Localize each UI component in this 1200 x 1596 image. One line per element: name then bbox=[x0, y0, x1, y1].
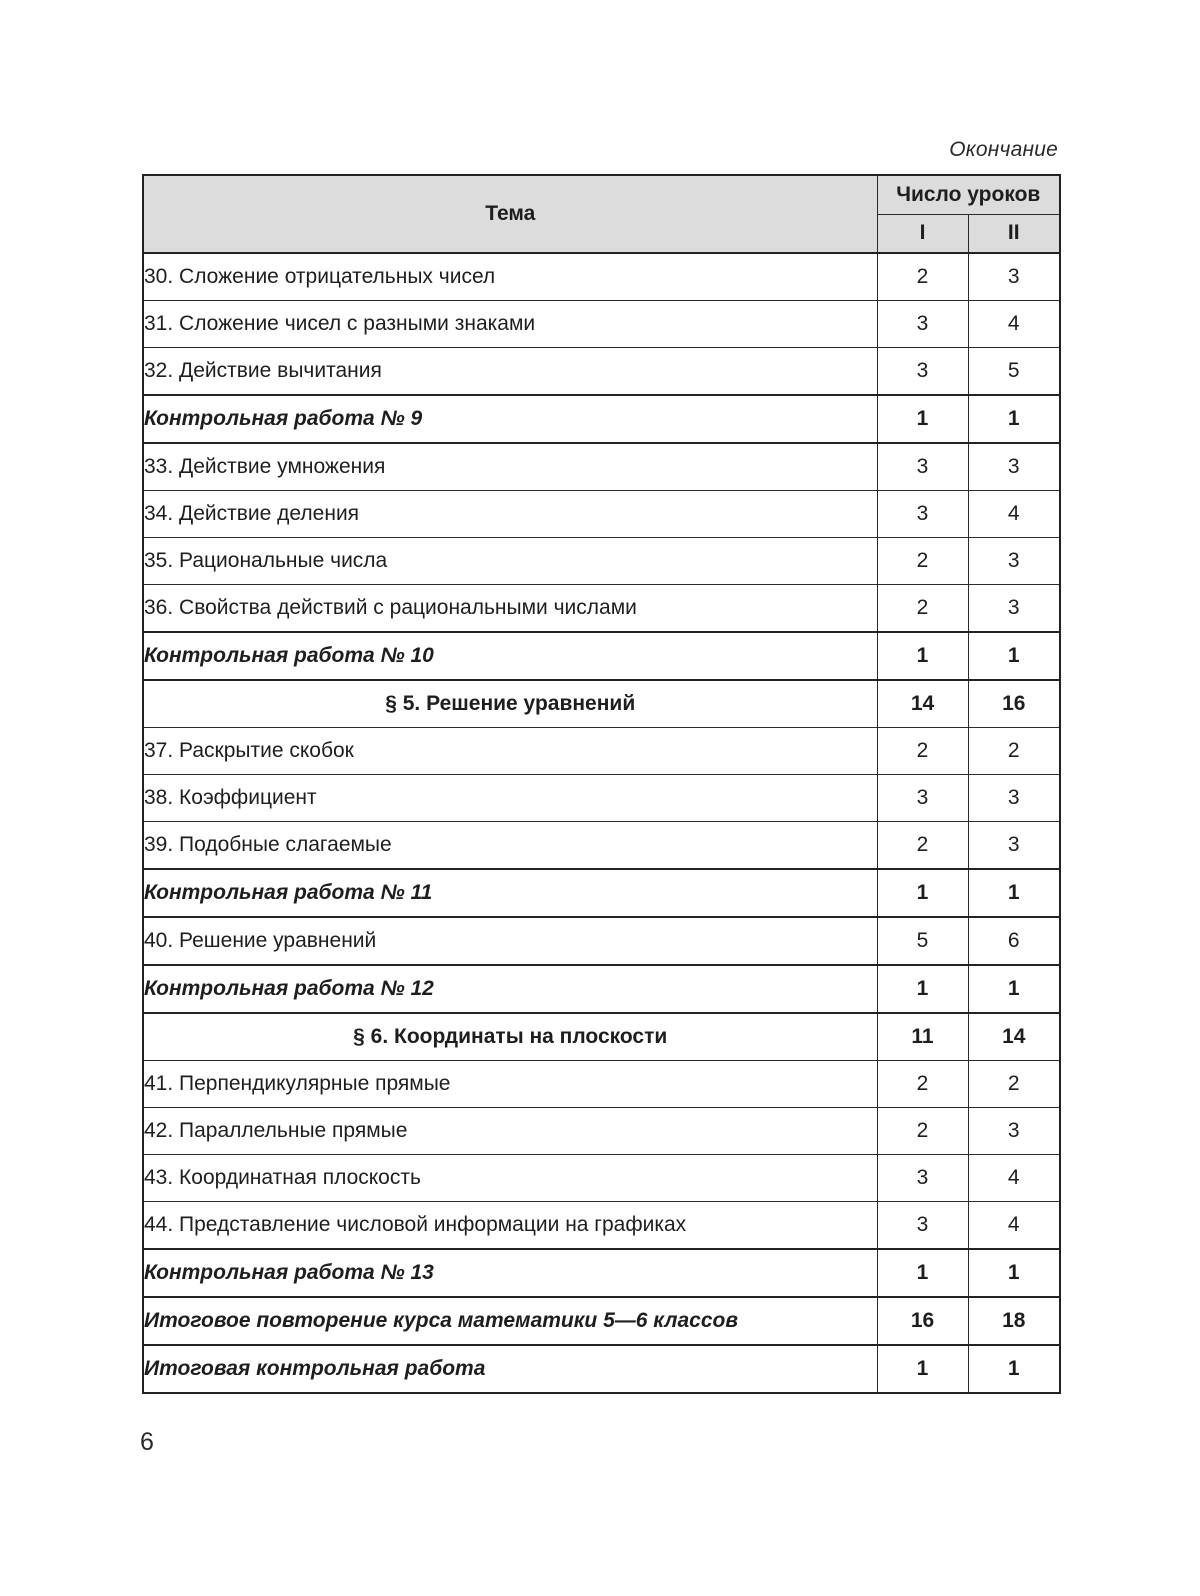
lessons-variant-two-cell: 1 bbox=[968, 869, 1060, 917]
lessons-variant-one-cell: 2 bbox=[877, 822, 968, 870]
lessons-variant-two-cell: 14 bbox=[968, 1013, 1060, 1061]
lessons-variant-one-cell: 14 bbox=[877, 680, 968, 728]
table-header bbox=[143, 175, 1060, 253]
lessons-variant-one-cell: 3 bbox=[877, 491, 968, 538]
topic-cell: 39. Подобные слагаемые bbox=[143, 822, 877, 870]
lessons-variant-two-cell: 3 bbox=[968, 443, 1060, 491]
section-row bbox=[143, 680, 1060, 728]
lessons-variant-two-cell: 16 bbox=[968, 680, 1060, 728]
table-row bbox=[143, 1108, 1060, 1155]
table-row bbox=[143, 585, 1060, 633]
lessons-variant-two-cell: 1 bbox=[968, 395, 1060, 443]
lessons-variant-two-cell: 5 bbox=[968, 348, 1060, 396]
lessons-variant-one-cell: 3 bbox=[877, 348, 968, 396]
table-row bbox=[143, 348, 1060, 396]
lessons-variant-two-cell: 1 bbox=[968, 965, 1060, 1013]
table-row bbox=[143, 1155, 1060, 1202]
test-row bbox=[143, 1345, 1060, 1393]
lessons-variant-two-cell: 3 bbox=[968, 1108, 1060, 1155]
lessons-variant-one-cell: 3 bbox=[877, 775, 968, 822]
lessons-variant-one-cell: 1 bbox=[877, 1249, 968, 1297]
lessons-variant-two-cell: 2 bbox=[968, 1061, 1060, 1108]
topic-cell: 40. Решение уравнений bbox=[143, 917, 877, 965]
lessons-variant-two-cell: 1 bbox=[968, 1345, 1060, 1393]
topic-cell: 32. Действие вычитания bbox=[143, 348, 877, 396]
header-topic: Тема bbox=[143, 175, 877, 253]
test-row bbox=[143, 1297, 1060, 1345]
page-number: 6 bbox=[140, 1428, 154, 1456]
lessons-variant-two-cell: 6 bbox=[968, 917, 1060, 965]
topic-cell: Контрольная работа № 9 bbox=[143, 395, 877, 443]
lessons-variant-two-cell: 4 bbox=[968, 301, 1060, 348]
lessons-variant-two-cell: 1 bbox=[968, 632, 1060, 680]
table-row bbox=[143, 443, 1060, 491]
topic-cell: 34. Действие деления bbox=[143, 491, 877, 538]
lessons-variant-one-cell: 2 bbox=[877, 253, 968, 301]
topic-cell: 30. Сложение отрицательных чисел bbox=[143, 253, 877, 301]
lessons-variant-one-cell: 2 bbox=[877, 1108, 968, 1155]
table-row bbox=[143, 917, 1060, 965]
table-row bbox=[143, 491, 1060, 538]
test-row bbox=[143, 632, 1060, 680]
topic-cell: § 5. Решение уравнений bbox=[143, 680, 877, 728]
lessons-variant-one-cell: 16 bbox=[877, 1297, 968, 1345]
table-row bbox=[143, 728, 1060, 775]
topic-cell: Контрольная работа № 10 bbox=[143, 632, 877, 680]
table-row bbox=[143, 253, 1060, 301]
lessons-variant-two-cell: 4 bbox=[968, 491, 1060, 538]
lessons-variant-one-cell: 5 bbox=[877, 917, 968, 965]
topic-cell: 44. Представление числовой информации на графиках bbox=[143, 1202, 877, 1250]
lessons-variant-one-cell: 1 bbox=[877, 965, 968, 1013]
topic-cell: 37. Раскрытие скобок bbox=[143, 728, 877, 775]
lessons-variant-two-cell: 1 bbox=[968, 1249, 1060, 1297]
test-row bbox=[143, 869, 1060, 917]
lessons-variant-two-cell: 4 bbox=[968, 1155, 1060, 1202]
topic-cell: 35. Рациональные числа bbox=[143, 538, 877, 585]
table-row bbox=[143, 822, 1060, 870]
table-body bbox=[143, 253, 1060, 1393]
table-row bbox=[143, 301, 1060, 348]
lessons-variant-two-cell: 3 bbox=[968, 775, 1060, 822]
header-variant-one: I bbox=[877, 214, 968, 253]
lessons-variant-one-cell: 3 bbox=[877, 443, 968, 491]
test-row bbox=[143, 965, 1060, 1013]
topic-cell: 43. Координатная плоскость bbox=[143, 1155, 877, 1202]
topic-cell: 38. Коэффициент bbox=[143, 775, 877, 822]
lessons-variant-one-cell: 1 bbox=[877, 395, 968, 443]
topic-cell: 42. Параллельные прямые bbox=[143, 1108, 877, 1155]
lessons-variant-two-cell: 3 bbox=[968, 253, 1060, 301]
lessons-variant-two-cell: 2 bbox=[968, 728, 1060, 775]
lessons-variant-one-cell: 1 bbox=[877, 869, 968, 917]
lessons-variant-one-cell: 3 bbox=[877, 1155, 968, 1202]
lessons-variant-two-cell: 3 bbox=[968, 585, 1060, 633]
lessons-variant-one-cell: 2 bbox=[877, 538, 968, 585]
section-row bbox=[143, 1013, 1060, 1061]
lessons-variant-one-cell: 2 bbox=[877, 728, 968, 775]
test-row bbox=[143, 1249, 1060, 1297]
lessons-variant-one-cell: 11 bbox=[877, 1013, 968, 1061]
topic-cell: 33. Действие умножения bbox=[143, 443, 877, 491]
table-continuation-caption: Окончание bbox=[949, 138, 1058, 161]
table-row bbox=[143, 1202, 1060, 1250]
topic-cell: Контрольная работа № 13 bbox=[143, 1249, 877, 1297]
test-row bbox=[143, 395, 1060, 443]
table-row bbox=[143, 775, 1060, 822]
lessons-variant-one-cell: 3 bbox=[877, 301, 968, 348]
topic-cell: Итоговое повторение курса математики 5—6 классов bbox=[143, 1297, 877, 1345]
lessons-variant-one-cell: 1 bbox=[877, 1345, 968, 1393]
header-lesson-count: Число уроков bbox=[877, 175, 1060, 214]
lessons-variant-one-cell: 3 bbox=[877, 1202, 968, 1250]
topic-cell: § 6. Координаты на плоскости bbox=[143, 1013, 877, 1061]
lessons-variant-two-cell: 3 bbox=[968, 822, 1060, 870]
topic-cell: 31. Сложение чисел с разными знаками bbox=[143, 301, 877, 348]
lessons-variant-one-cell: 2 bbox=[877, 585, 968, 633]
lessons-variant-one-cell: 2 bbox=[877, 1061, 968, 1108]
table-row bbox=[143, 538, 1060, 585]
lessons-variant-two-cell: 4 bbox=[968, 1202, 1060, 1250]
topic-cell: 41. Перпендикулярные прямые bbox=[143, 1061, 877, 1108]
topic-cell: Контрольная работа № 11 bbox=[143, 869, 877, 917]
table-row bbox=[143, 1061, 1060, 1108]
topic-cell: Итоговая контрольная работа bbox=[143, 1345, 877, 1393]
lessons-variant-two-cell: 18 bbox=[968, 1297, 1060, 1345]
topic-cell: Контрольная работа № 12 bbox=[143, 965, 877, 1013]
lesson-plan-table bbox=[142, 174, 1061, 1394]
header-variant-two: II bbox=[968, 214, 1060, 253]
lessons-variant-two-cell: 3 bbox=[968, 538, 1060, 585]
lessons-variant-one-cell: 1 bbox=[877, 632, 968, 680]
topic-cell: 36. Свойства действий с рациональными числами bbox=[143, 585, 877, 633]
